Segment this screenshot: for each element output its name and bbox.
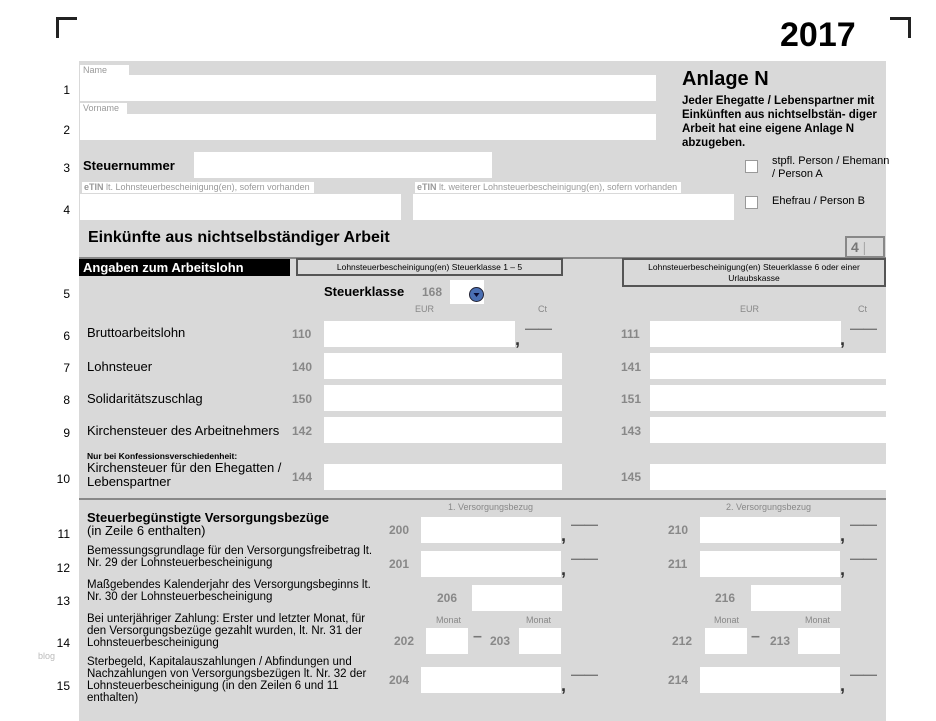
line-label: Kirchensteuer des Arbeitnehmers [87, 423, 280, 438]
line-code: 141 [621, 360, 642, 374]
row-number: 14 [56, 636, 70, 650]
line-code: 151 [621, 392, 642, 406]
corner-mark-top-left [56, 17, 77, 38]
amount-field[interactable] [324, 353, 562, 379]
versorgungsbezug-1-header: 1. Versorgungsbezug [448, 502, 534, 512]
line-label: Bruttoarbeitslohn [87, 325, 186, 340]
row-number: 1 [63, 83, 70, 97]
cent-dash: —— [850, 320, 876, 336]
chevron-down-icon[interactable] [469, 287, 484, 302]
row-number: 9 [63, 426, 70, 440]
line-code: 200 [389, 523, 410, 537]
row-number: 10 [56, 472, 70, 486]
line-code: 144 [292, 470, 313, 484]
ct-header-1: Ct [538, 304, 547, 314]
line-code: 110 [292, 327, 312, 341]
row-number: 13 [56, 594, 70, 608]
steuerklasse-code: 168 [422, 285, 443, 299]
row-number: 7 [63, 361, 70, 375]
line-code: 201 [389, 557, 410, 571]
line-label: Solidaritätszuschlag [87, 391, 203, 406]
line-label: Maßgebendes Kalenderjahr des Versorgungsbeginns lt. Nr. 30 der Lohnsteuerbescheinigung [87, 579, 371, 603]
cent-dash: —— [525, 320, 551, 336]
month-field[interactable] [519, 628, 561, 654]
steuernummer-label: Steuernummer [83, 158, 175, 173]
line-code: 143 [621, 424, 642, 438]
eur-header-2: EUR [740, 304, 760, 314]
line-label: Lohnsteuer [87, 359, 153, 374]
form-title: Anlage N [682, 68, 769, 90]
line-code: 142 [292, 424, 313, 438]
row-number: 5 [63, 287, 70, 301]
line-code: 211 [668, 557, 688, 571]
line-code: 111 [621, 327, 640, 341]
range-dash: – [473, 628, 481, 645]
steuerklasse-6-box: Lohnsteuerbescheinigung(en) Steuerklasse 6 oder einer Urlaubskasse [622, 258, 886, 287]
amount-field[interactable] [700, 517, 840, 543]
line-code: 212 [672, 634, 693, 648]
line-small-label: Nur bei Konfessionsverschiedenheit: [87, 451, 238, 461]
year-field[interactable] [751, 585, 841, 611]
steuerklasse-label: Steuerklasse [324, 284, 405, 299]
line-code: 140 [292, 360, 313, 374]
comma-separator: , [561, 559, 567, 579]
month-field[interactable] [705, 628, 747, 654]
line-code: 145 [621, 470, 642, 484]
cent-dash: —— [571, 516, 597, 532]
line-label: Bemessungsgrundlage für den Versorgungsfreibetrag lt. Nr. 29 der Lohnsteuerbescheinigung [87, 545, 373, 569]
amount-field[interactable] [650, 353, 886, 379]
amount-field[interactable] [421, 517, 561, 543]
line-code: 204 [389, 673, 410, 687]
comma-separator: , [840, 525, 846, 545]
cent-dash: —— [850, 666, 876, 682]
row-number: 4 [63, 203, 70, 217]
line-code: 213 [770, 634, 791, 648]
amount-field[interactable] [650, 385, 886, 411]
form-note: Jeder Ehegatte / Lebenspartner mit Einkünften aus nichtselbstän- diger Arbeit hat eine eigene Anlage N abzugeben. [682, 95, 877, 149]
line-label-bold: Steuerbegünstigte Versorgungsbezüge [87, 510, 329, 525]
comma-separator: , [840, 329, 846, 349]
checkbox-person-b[interactable] [745, 196, 758, 209]
line-code: 216 [715, 591, 736, 605]
cent-dash: —— [571, 550, 597, 566]
corner-mark-top-right [890, 17, 911, 38]
range-dash: – [751, 628, 759, 645]
comma-separator: , [840, 675, 846, 695]
amount-field[interactable] [700, 551, 840, 577]
row-number: 11 [57, 527, 70, 541]
line-code: 202 [394, 634, 415, 648]
cent-dash: —— [850, 550, 876, 566]
amount-field[interactable] [324, 321, 515, 347]
line-code: 210 [668, 523, 689, 537]
comma-separator: , [515, 329, 521, 349]
checkbox-person-a[interactable] [745, 160, 758, 173]
amount-field[interactable] [324, 385, 562, 411]
month-field[interactable] [798, 628, 840, 654]
monat-header: Monat [526, 615, 552, 625]
line-label: Kirchensteuer für den Ehegatten / Lebenspartner [87, 460, 282, 489]
vorname-label: Vorname [80, 103, 127, 114]
divider [79, 498, 886, 500]
steuerklasse-1-5-box: Lohnsteuerbescheinigung(en) Steuerklasse 1 – 5 [296, 258, 563, 276]
etin-field-2[interactable] [413, 194, 734, 220]
year-label: 2017 [780, 16, 856, 54]
etin-label-1: eTIN lt. Lohnsteuerbescheinigung(en), sofern vorhanden [82, 182, 314, 193]
monat-header: Monat [805, 615, 831, 625]
versorgungsbezug-2-header: 2. Versorgungsbezug [726, 502, 812, 512]
line-code: 203 [490, 634, 511, 648]
row-number: 3 [63, 161, 70, 175]
etin-field-1[interactable] [80, 194, 401, 220]
amount-field[interactable] [650, 417, 886, 443]
line-code: 150 [292, 392, 313, 406]
amount-field[interactable] [421, 667, 561, 693]
line-label: Bei unterjähriger Zahlung: Erster und letzter Monat, für den Versorgungsbezüge gezahlt wurden, lt. Nr. 31 der Lohnsteuerbescheinigung [87, 613, 366, 649]
ct-header-2: Ct [858, 304, 867, 314]
checkbox-person-a-label: stpfl. Person / Ehemann / Person A [772, 155, 890, 180]
month-field[interactable] [426, 628, 468, 654]
amount-field[interactable] [421, 551, 561, 577]
steuernummer-field[interactable] [194, 152, 492, 178]
amount-field[interactable] [650, 464, 886, 490]
amount-field[interactable] [700, 667, 840, 693]
line-code: 206 [437, 591, 458, 605]
line-label: Sterbegeld, Kapitalauszahlungen / Abfindungen und Nachzahlungen von Versorgungsbezügen lt. Nr. 32 der Lohnsteuerbescheinigung (in den Zeilen 6 und 11 enthalten) [87, 656, 367, 704]
name-field[interactable] [80, 75, 656, 101]
etin-label-2: eTIN lt. weiterer Lohnsteuerbescheinigung(en), sofern vorhanden [415, 182, 681, 193]
checkbox-person-b-label: Ehefrau / Person B [772, 195, 865, 207]
watermark: blog [38, 651, 56, 661]
cent-dash: —— [850, 516, 876, 532]
row-number: 15 [56, 679, 70, 693]
line-label: (in Zeile 6 enthalten) [87, 523, 206, 538]
row-number: 2 [63, 123, 70, 137]
comma-separator: , [561, 525, 567, 545]
comma-separator: , [840, 559, 846, 579]
row-number: 12 [56, 561, 70, 575]
year-field[interactable] [472, 585, 562, 611]
row-number: 6 [63, 329, 70, 343]
comma-separator: , [561, 675, 567, 695]
section-subtitle: Angaben zum Arbeitslohn [79, 259, 290, 276]
section-title: Einkünfte aus nichtselbständiger Arbeit [88, 229, 390, 246]
eur-header-1: EUR [415, 304, 435, 314]
monat-header: Monat [714, 615, 740, 625]
vorname-field[interactable] [80, 114, 656, 140]
amount-field[interactable] [650, 321, 841, 347]
page-number-box: 4 | [845, 236, 885, 258]
name-label: Name [80, 65, 129, 75]
row-number: 8 [63, 393, 70, 407]
cent-dash: —— [571, 666, 597, 682]
amount-field[interactable] [324, 464, 562, 490]
amount-field[interactable] [324, 417, 562, 443]
line-code: 214 [668, 673, 689, 687]
monat-header: Monat [436, 615, 462, 625]
